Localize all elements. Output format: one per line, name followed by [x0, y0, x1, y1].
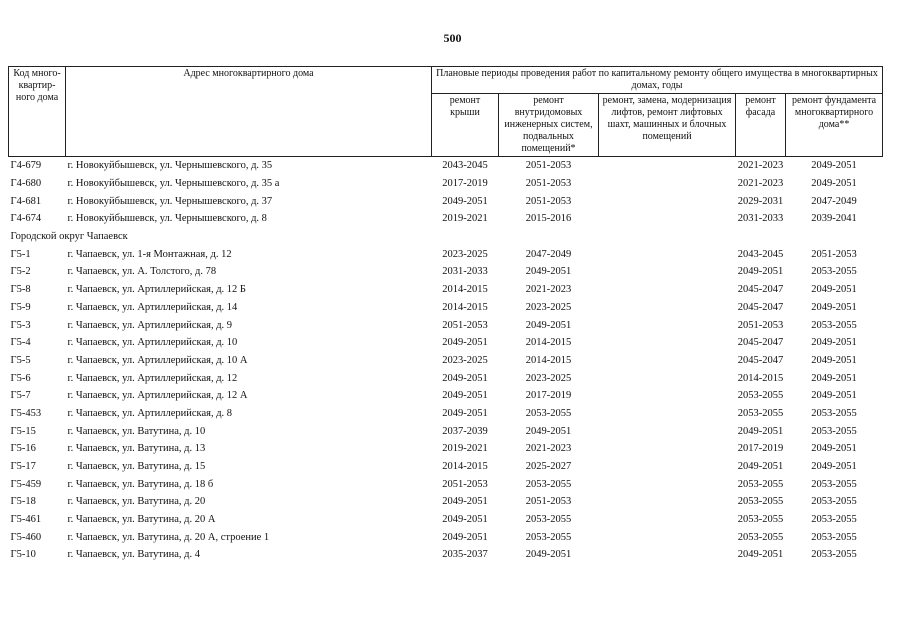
cell-foundation: 2049-2051 — [811, 160, 857, 172]
section-row — [9, 228, 883, 246]
cell-roof: 2049-2051 — [442, 407, 488, 419]
cell-engineering: 2015-2016 — [525, 213, 572, 225]
cell-code: Г5-4 — [10, 337, 31, 349]
cell-elevators — [599, 175, 736, 193]
cell-code: Г5-6 — [10, 372, 31, 384]
cell-elevators — [599, 475, 736, 493]
header-roof: ремонт крыши — [432, 94, 499, 157]
table-row — [9, 493, 883, 511]
cell-facade: 2043-2045 — [737, 248, 784, 260]
table-row — [9, 316, 883, 334]
cell-foundation: 2053-2055 — [811, 549, 857, 561]
cell-code: Г5-3 — [10, 319, 31, 331]
cell-foundation: 2053-2055 — [811, 514, 857, 526]
cell-address: г. Чапаевск, ул. Ватутина, д. 20 А, строение 1 — [67, 531, 270, 543]
cell-address: г. Новокуйбышевск, ул. Чернышевского, д. 37 — [67, 195, 273, 207]
cell-foundation: 2049-2051 — [811, 284, 857, 296]
cell-code: Г4-674 — [10, 213, 42, 225]
cell-facade: 2053-2055 — [737, 496, 784, 508]
cell-address: г. Чапаевск, ул. Артиллерийская, д. 14 — [67, 301, 238, 313]
cell-address: г. Чапаевск, ул. Ватутина, д. 13 — [67, 443, 206, 455]
cell-roof: 2049-2051 — [442, 195, 488, 207]
header-code: Код много-квартир-ного дома — [9, 67, 66, 157]
rows-chapaevsk — [9, 245, 883, 563]
table-row — [9, 528, 883, 546]
table-row — [9, 281, 883, 299]
cell-elevators — [599, 210, 736, 228]
cell-facade: 2045-2047 — [737, 337, 784, 349]
cell-address: г. Чапаевск, ул. А. Толстого, д. 78 — [67, 266, 217, 278]
cell-roof: 2049-2051 — [442, 337, 488, 349]
cell-roof: 2017-2019 — [442, 178, 488, 190]
cell-roof: 2051-2053 — [442, 319, 488, 331]
cell-facade: 2014-2015 — [737, 372, 784, 384]
cell-address: г. Чапаевск, ул. Ватутина, д. 18 б — [67, 478, 214, 490]
cell-roof: 2031-2033 — [442, 266, 488, 278]
cell-foundation: 2053-2055 — [811, 478, 857, 490]
cell-code: Г4-681 — [10, 195, 42, 207]
header-engineering: ремонт внутридомовых инженерных систем, подвальных помещений* — [499, 94, 599, 157]
cell-roof: 2051-2053 — [442, 478, 488, 490]
header-elevators: ремонт, замена, модернизация лифтов, ремонт лифтовых шахт, машинных и блочных помещений — [599, 94, 736, 157]
cell-code: Г5-10 — [10, 549, 36, 561]
cell-elevators — [599, 511, 736, 529]
table-row — [9, 245, 883, 263]
cell-facade: 2053-2055 — [737, 390, 784, 402]
cell-facade: 2053-2055 — [737, 531, 784, 543]
rows-novokuibyshevsk — [9, 157, 883, 228]
cell-roof: 2023-2025 — [442, 354, 488, 366]
cell-elevators — [599, 316, 736, 334]
cell-foundation: 2049-2051 — [811, 354, 857, 366]
cell-engineering: 2014-2015 — [525, 354, 572, 366]
cell-engineering: 2053-2055 — [525, 531, 572, 543]
cell-elevators — [599, 334, 736, 352]
cell-facade: 2017-2019 — [737, 443, 784, 455]
cell-roof: 2049-2051 — [442, 496, 488, 508]
cell-code: Г5-453 — [10, 407, 42, 419]
table-row — [9, 157, 883, 175]
cell-facade: 2021-2023 — [737, 160, 784, 172]
cell-address: г. Чапаевск, ул. Артиллерийская, д. 10 А — [67, 354, 248, 366]
cell-engineering: 2021-2023 — [525, 443, 572, 455]
cell-foundation: 2039-2041 — [811, 213, 857, 225]
cell-facade: 2053-2055 — [737, 407, 784, 419]
cell-address: г. Чапаевск, ул. Ватутина, д. 4 — [67, 549, 201, 561]
cell-code: Г5-461 — [10, 514, 42, 526]
cell-facade: 2053-2055 — [737, 514, 784, 526]
table-row — [9, 263, 883, 281]
cell-elevators — [599, 281, 736, 299]
cell-roof: 2019-2021 — [442, 213, 488, 225]
cell-facade: 2045-2047 — [737, 284, 784, 296]
header-address: Адрес многоквартирного дома — [66, 67, 432, 157]
cell-facade: 2045-2047 — [737, 354, 784, 366]
cell-code: Г5-8 — [10, 284, 31, 296]
cell-foundation: 2053-2055 — [811, 531, 857, 543]
cell-facade: 2029-2031 — [737, 195, 784, 207]
cell-engineering: 2049-2051 — [525, 266, 572, 278]
cell-roof: 2043-2045 — [442, 160, 488, 172]
cell-roof: 2049-2051 — [442, 514, 488, 526]
cell-foundation: 2053-2055 — [811, 425, 857, 437]
cell-address: г. Чапаевск, ул. Артиллерийская, д. 10 — [67, 337, 238, 349]
cell-roof: 2037-2039 — [442, 425, 488, 437]
cell-roof: 2049-2051 — [442, 390, 488, 402]
cell-foundation: 2049-2051 — [811, 443, 857, 455]
cell-engineering: 2021-2023 — [525, 284, 572, 296]
header-periods: Плановые периоды проведения работ по капитальному ремонту общего имущества в многоквартирных домах, годы — [432, 67, 883, 94]
section-title: Городской округ Чапаевск — [10, 231, 128, 243]
cell-address: г. Новокуйбышевск, ул. Чернышевского, д. 35 а — [67, 178, 280, 190]
cell-engineering: 2053-2055 — [525, 514, 572, 526]
cell-elevators — [599, 299, 736, 317]
cell-foundation: 2049-2051 — [811, 301, 857, 313]
cell-elevators — [599, 192, 736, 210]
cell-elevators — [599, 458, 736, 476]
cell-address: г. Чапаевск, ул. Ватутина, д. 20 А — [67, 514, 216, 526]
cell-foundation: 2049-2051 — [811, 461, 857, 473]
cell-engineering: 2049-2051 — [525, 319, 572, 331]
cell-elevators — [599, 263, 736, 281]
table-row — [9, 352, 883, 370]
cell-address: г. Чапаевск, ул. Ватутина, д. 15 — [67, 461, 206, 473]
cell-facade: 2049-2051 — [737, 425, 784, 437]
section-chapaevsk — [9, 228, 883, 246]
table-row — [9, 210, 883, 228]
header-facade: ремонт фасада — [736, 94, 786, 157]
cell-elevators — [599, 352, 736, 370]
cell-address: г. Чапаевск, ул. Артиллерийская, д. 12 Б — [67, 284, 246, 296]
cell-engineering: 2051-2053 — [525, 160, 572, 172]
cell-roof: 2035-2037 — [442, 549, 488, 561]
cell-facade: 2049-2051 — [737, 461, 784, 473]
table-row — [9, 369, 883, 387]
cell-code: Г5-15 — [10, 425, 36, 437]
table-row — [9, 440, 883, 458]
cell-code: Г5-16 — [10, 443, 36, 455]
table-header — [9, 67, 883, 157]
cell-address: г. Новокуйбышевск, ул. Чернышевского, д. 8 — [67, 213, 267, 225]
cell-address: г. Чапаевск, ул. Артиллерийская, д. 8 — [67, 407, 233, 419]
table-row — [9, 175, 883, 193]
cell-elevators — [599, 422, 736, 440]
cell-facade: 2049-2051 — [737, 266, 784, 278]
cell-code: Г5-1 — [10, 248, 31, 260]
cell-code: Г5-18 — [10, 496, 36, 508]
cell-elevators — [599, 245, 736, 263]
cell-address: г. Чапаевск, ул. Ватутина, д. 10 — [67, 425, 206, 437]
cell-engineering: 2025-2027 — [525, 461, 572, 473]
cell-facade: 2051-2053 — [737, 319, 784, 331]
cell-engineering: 2017-2019 — [525, 390, 572, 402]
cell-code: Г4-679 — [10, 160, 42, 172]
table-row — [9, 387, 883, 405]
cell-engineering: 2023-2025 — [525, 301, 572, 313]
cell-engineering: 2049-2051 — [525, 549, 572, 561]
cell-roof: 2014-2015 — [442, 301, 488, 313]
cell-roof: 2019-2021 — [442, 443, 488, 455]
cell-facade: 2021-2023 — [737, 178, 784, 190]
cell-code: Г5-9 — [10, 301, 31, 313]
cell-engineering: 2051-2053 — [525, 496, 572, 508]
cell-address: г. Чапаевск, ул. Ватутина, д. 20 — [67, 496, 206, 508]
cell-roof: 2014-2015 — [442, 461, 488, 473]
cell-roof: 2049-2051 — [442, 372, 488, 384]
cell-engineering: 2014-2015 — [525, 337, 572, 349]
cell-elevators — [599, 369, 736, 387]
cell-facade: 2053-2055 — [737, 478, 784, 490]
cell-code: Г5-7 — [10, 390, 31, 402]
table-row — [9, 422, 883, 440]
cell-foundation: 2049-2051 — [811, 337, 857, 349]
cell-facade: 2031-2033 — [737, 213, 784, 225]
cell-code: Г5-460 — [10, 531, 42, 543]
cell-code: Г4-680 — [10, 178, 42, 190]
cell-facade: 2045-2047 — [737, 301, 784, 313]
cell-foundation: 2051-2053 — [811, 248, 857, 260]
cell-address: г. Чапаевск, ул. Артиллерийская, д. 12 — [67, 372, 238, 384]
cell-foundation: 2047-2049 — [811, 195, 857, 207]
table-row — [9, 475, 883, 493]
table-row — [9, 546, 883, 564]
cell-foundation: 2049-2051 — [811, 372, 857, 384]
page-number: 500 — [443, 31, 462, 45]
table-row — [9, 511, 883, 529]
cell-elevators — [599, 157, 736, 175]
cell-foundation: 2049-2051 — [811, 390, 857, 402]
cell-elevators — [599, 546, 736, 564]
cell-engineering: 2023-2025 — [525, 372, 572, 384]
cell-engineering: 2053-2055 — [525, 407, 572, 419]
cell-foundation: 2053-2055 — [811, 407, 857, 419]
capital-repair-table — [8, 66, 883, 564]
cell-engineering: 2051-2053 — [525, 195, 572, 207]
cell-foundation: 2053-2055 — [811, 319, 857, 331]
cell-facade: 2049-2051 — [737, 549, 784, 561]
cell-address: г. Чапаевск, ул. Артиллерийская, д. 12 А — [67, 390, 248, 402]
cell-engineering: 2047-2049 — [525, 248, 572, 260]
cell-code: Г5-2 — [10, 266, 31, 278]
cell-address: г. Чапаевск, ул. 1-я Монтажная, д. 12 — [67, 248, 232, 260]
cell-elevators — [599, 387, 736, 405]
cell-code: Г5-5 — [10, 354, 31, 366]
table-row — [9, 458, 883, 476]
cell-foundation: 2049-2051 — [811, 178, 857, 190]
cell-roof: 2014-2015 — [442, 284, 488, 296]
cell-foundation: 2053-2055 — [811, 266, 857, 278]
table-row — [9, 334, 883, 352]
cell-roof: 2049-2051 — [442, 531, 488, 543]
cell-engineering: 2049-2051 — [525, 425, 572, 437]
cell-elevators — [599, 528, 736, 546]
cell-elevators — [599, 405, 736, 423]
table-row — [9, 299, 883, 317]
cell-elevators — [599, 493, 736, 511]
cell-code: Г5-459 — [10, 478, 42, 490]
cell-roof: 2023-2025 — [442, 248, 488, 260]
table-row — [9, 192, 883, 210]
header-foundation: ремонт фундамента многоквартирного дома** — [786, 94, 883, 157]
cell-elevators — [599, 440, 736, 458]
cell-engineering: 2053-2055 — [525, 478, 572, 490]
cell-foundation: 2053-2055 — [811, 496, 857, 508]
table-row — [9, 405, 883, 423]
cell-address: г. Чапаевск, ул. Артиллерийская, д. 9 — [67, 319, 233, 331]
cell-code: Г5-17 — [10, 461, 36, 473]
cell-engineering: 2051-2053 — [525, 178, 572, 190]
cell-address: г. Новокуйбышевск, ул. Чернышевского, д. 35 — [67, 160, 273, 172]
